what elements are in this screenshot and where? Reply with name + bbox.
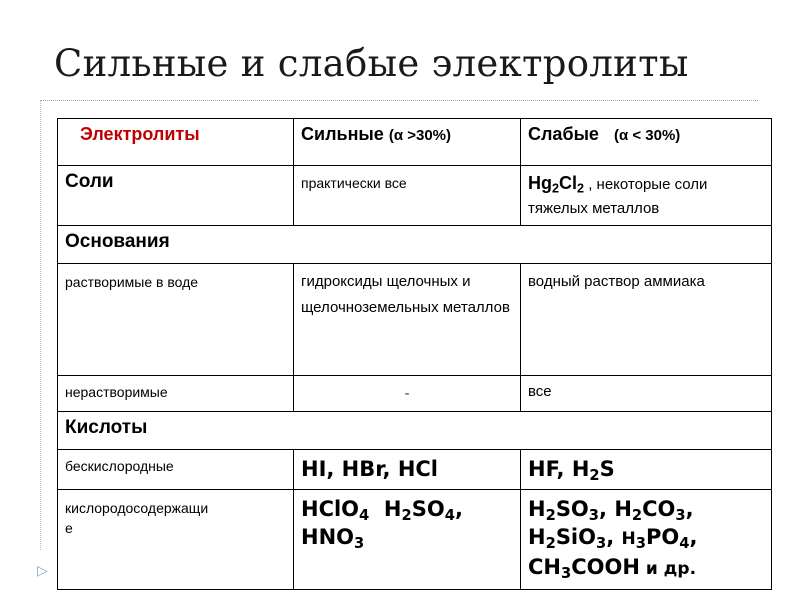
header-strong: Сильные (α >30%) bbox=[294, 119, 521, 166]
header-electrolytes: Электролиты bbox=[58, 119, 294, 166]
bases-insoluble-label: нерастворимые bbox=[58, 376, 294, 412]
table-row-acids-oxygen bbox=[58, 490, 772, 590]
table-header-row bbox=[58, 119, 772, 166]
slide-title: Сильные и слабые электролиты bbox=[54, 42, 689, 85]
row-label-salts: Соли bbox=[58, 166, 294, 226]
table-row-acids-oxygenless bbox=[58, 450, 772, 490]
acids-oxygenless-strong: HI, HBr, HCl bbox=[294, 450, 521, 490]
electrolytes-table bbox=[57, 118, 772, 590]
bases-soluble-weak: водный раствор аммиака bbox=[521, 264, 772, 376]
table-row-bases-insoluble bbox=[58, 376, 772, 412]
acids-oxygen-label: кислородосодержащи е bbox=[58, 490, 294, 590]
table-row-acids-section bbox=[58, 412, 772, 450]
salts-weak: $Hg_2Cl_2$ , некоторые соли тяжелых металлов bbox=[521, 166, 772, 226]
table-row-bases-section bbox=[58, 226, 772, 264]
acids-oxygenless-weak: HF, $H_2S$ bbox=[521, 450, 772, 490]
bases-soluble-label: растворимые в воде bbox=[58, 264, 294, 376]
acids-oxygenless-label: бескислородные bbox=[58, 450, 294, 490]
acids-oxygen-strong: HClO$_4$ $H_2SO_4$, $HNO_3$ bbox=[294, 490, 521, 590]
section-acids: Кислоты bbox=[58, 412, 772, 450]
table-row-salts bbox=[58, 166, 772, 226]
section-bases: Основания bbox=[58, 226, 772, 264]
triangle-right-icon[interactable]: ▷ bbox=[37, 562, 48, 578]
bases-insoluble-strong: - bbox=[294, 376, 521, 412]
header-weak: Слабые (α < 30%) bbox=[521, 119, 772, 166]
salts-strong: практически все bbox=[294, 166, 521, 226]
acids-oxygen-weak: $H_2SO_3$, $H_2CO_3$, $H_2SiO_3$, $H_3PO_4$, $CH_3COOH$ и др. bbox=[521, 490, 772, 590]
bases-insoluble-weak: все bbox=[521, 376, 772, 412]
table-row-bases-soluble bbox=[58, 264, 772, 376]
title-divider bbox=[40, 100, 758, 101]
bases-soluble-strong: гидроксиды щелочных и щелочноземельных металлов bbox=[294, 264, 521, 376]
left-divider bbox=[40, 100, 41, 550]
